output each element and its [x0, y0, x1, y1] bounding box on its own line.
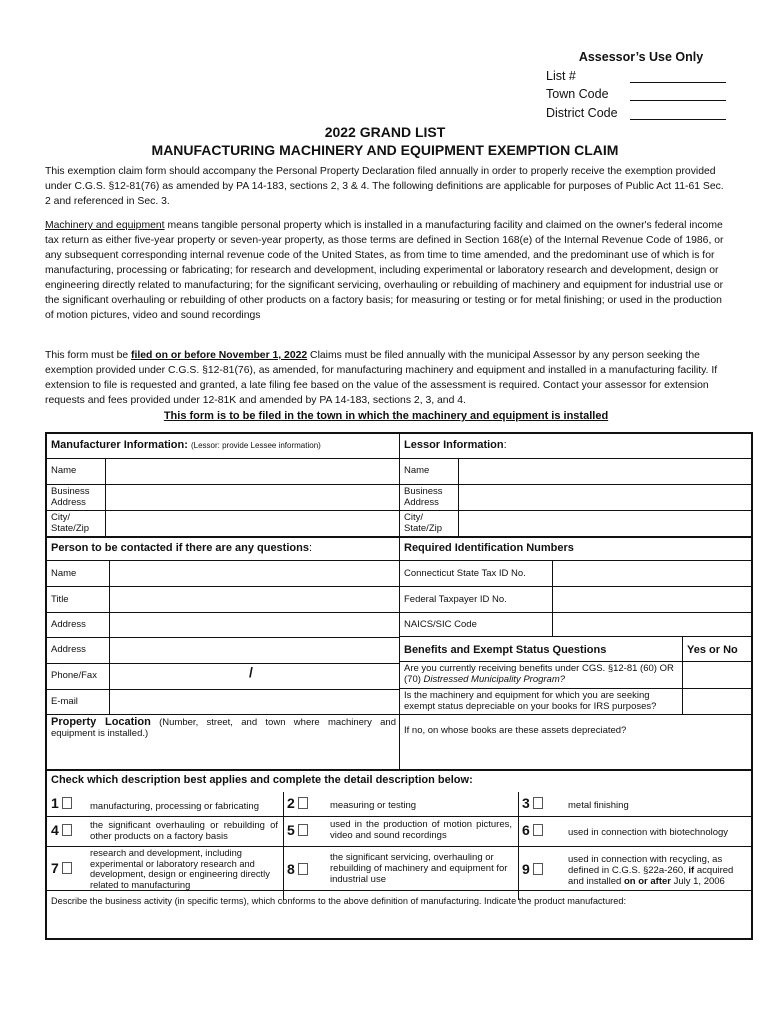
manufacturer-city-input[interactable] [107, 511, 397, 535]
ct-tax-id-label: Connecticut State Tax ID No. [404, 568, 526, 579]
benefits-question-2: Is the machinery and equipment for which you are seeking exempt status depreciable on your books for IRS purposes? [404, 690, 657, 712]
checkbox-icon [533, 863, 543, 875]
property-location-input[interactable] [51, 739, 396, 767]
contact-address-input[interactable] [111, 613, 397, 637]
contact-phone-input[interactable] [111, 664, 397, 688]
option-6-label: used in connection with biotechnology [568, 827, 729, 838]
contact-header: Person to be contacted if there are any questions: [51, 542, 313, 554]
checkbox-icon [62, 797, 72, 809]
lessor-header: Lessor Information: [404, 439, 507, 451]
contact-address2-label: Address [51, 644, 86, 655]
checkbox-icon [533, 797, 543, 809]
contact-email-input[interactable] [111, 690, 397, 714]
option-1-label: manufacturing, processing or fabricating [90, 801, 259, 812]
option-2-label: measuring or testing [330, 800, 417, 811]
naics-sic-input[interactable] [554, 613, 748, 635]
lessor-name-input[interactable] [460, 459, 748, 483]
option-9-label: used in connection with recycling, as defined in C.G.S. §22a-260, if acquired and installed on or after July 1, 2006 [568, 854, 734, 887]
naics-sic-label: NAICS/SIC Code [404, 619, 477, 630]
contact-name-input[interactable] [111, 561, 397, 585]
option-4-label: the significant overhauling or rebuilding of other products on a factory basis [90, 820, 278, 842]
assessor-title: Assessor’s Use Only [578, 50, 704, 64]
contact-email-label: E-mail [51, 696, 78, 707]
manufacturer-name-input[interactable] [107, 459, 397, 483]
town-code-field[interactable]: Town Code [546, 83, 726, 102]
option-9-checkbox[interactable]: 9 [522, 863, 543, 877]
benefits-header: Benefits and Exempt Status Questions [404, 644, 607, 656]
contact-title-label: Title [51, 594, 69, 605]
contact-address-label: Address [51, 619, 86, 630]
intro-paragraph: This exemption claim form should accompany the Personal Property Declaration filed annually in order to properly receive the exemption provided under C.G.S. §12-81(76) as amended by PA 14-183, sections 2, 3 & 4. The following definitions are applicable for purposes of Public Act 11-61 Sec. 2 and referenced in Sec. 3. [45, 166, 724, 207]
manufacturer-header: Manufacturer Information: (Lessor: provide Lessee information) [51, 439, 321, 451]
checkbox-icon [533, 824, 543, 836]
option-6-checkbox[interactable]: 6 [522, 824, 543, 838]
business-activity-description-label: Describe the business activity (in specific terms), which conforms to the above definition of manufacturing. Indicate the product manufactured: [51, 896, 627, 906]
lessor-name-label: Name [404, 465, 430, 476]
benefits-q3-answer[interactable] [404, 739, 748, 767]
lessor-city-label: City/ State/Zip [404, 512, 443, 534]
benefits-q2-answer[interactable] [684, 689, 748, 713]
benefits-question-3: If no, on whose books are these assets depreciated? [404, 725, 627, 736]
checkbox-icon [298, 863, 308, 875]
federal-taxpayer-id-label: Federal Taxpayer ID No. [404, 594, 507, 605]
option-1-checkbox[interactable]: 1 [51, 797, 72, 811]
form-title: 2022 GRAND LIST MANUFACTURING MACHINERY AND EQUIPMENT EXEMPTION CLAIM [151, 124, 619, 158]
option-7-label: research and development, including experimental or laboratory research and development, design or engineering directly related to manufacturing [90, 848, 270, 890]
lessor-address-input[interactable] [460, 485, 748, 509]
option-3-label: metal finishing [568, 800, 629, 811]
filing-notice: This form is to be filed in the town in which the machinery and equipment is installed [163, 410, 609, 422]
option-5-label: used in the production of motion pictures, video and sound recordings [330, 819, 512, 841]
option-5-checkbox[interactable]: 5 [287, 824, 308, 838]
contact-title-input[interactable] [111, 587, 397, 611]
claim-form-table [45, 432, 753, 940]
manufacturer-address-input[interactable] [107, 485, 397, 509]
checkbox-icon [298, 797, 308, 809]
option-4-checkbox[interactable]: 4 [51, 824, 72, 838]
property-location: Property Location (Number, street, and town where machinery and equipment is installed.) [51, 716, 397, 739]
checkbox-icon [298, 824, 308, 836]
checkbox-icon [62, 862, 72, 874]
manufacturer-city-label: City/ State/Zip [51, 512, 90, 534]
checkbox-icon [62, 824, 72, 836]
benefits-q1-answer[interactable] [684, 662, 748, 686]
benefits-question-1: Are you currently receiving benefits under CGS. §12-81 (60) OR (70) Distressed Municipality Program? [404, 663, 674, 685]
phone-fax-separator: / [249, 664, 253, 680]
manufacturer-name-label: Name [51, 465, 77, 476]
option-2-checkbox[interactable]: 2 [287, 797, 308, 811]
definition-paragraph: Machinery and equipment means tangible personal property which is installed in a manufacturing facility and claimed on the owner's federal income tax return as either five-year property or seven-year property, as those terms are defined in Section 168(e) of the Internal Revenue Code of 1986, or any subsequent corresponding internal revenue code of the United States, as from time to time amended, and the predominant use of which is for manufacturing, processing or fabricating; for research and development, including experimental or laboratory research and development, design or engineering directly related to manufacturing; for the significant servicing, overhauling or rebuilding of machinery and equipment for industrial use or the significant overhauling or rebuilding of other products on a factory basis; for measuring or testing or for metal finishing; or used in the production of motion pictures, video and sound recordings [45, 220, 724, 321]
option-8-label: the significant servicing, overhauling or rebuilding of machinery and equipment for industrial use [330, 852, 508, 885]
lessor-city-input[interactable] [460, 511, 748, 535]
check-description-header: Check which description best applies and complete the detail description below: [51, 774, 473, 786]
lessor-address-label: Business Address [404, 486, 443, 508]
list-number-field[interactable]: List # [546, 64, 726, 83]
manufacturer-address-label: Business Address [51, 486, 90, 508]
contact-address2-input[interactable] [111, 638, 397, 662]
ids-header: Required Identification Numbers [404, 542, 574, 554]
filing-paragraph: This form must be filed on or before November 1, 2022 Claims must be filed annually with the municipal Assessor by any person seeking the exemption provided under C.G.S. §12-81(76), as amended, for manufacturing machinery and equipment and installed in a manufacturing facility. If extension to file is requested and granted, a late filing fee based on the value of the assessment is required. Contact your assessor for extension requests and fees provided under 12-81K and amended by PA 14-183, sections 2, 3, and 4. [45, 350, 718, 406]
option-3-checkbox[interactable]: 3 [522, 797, 543, 811]
option-8-checkbox[interactable]: 8 [287, 863, 308, 877]
ct-tax-id-input[interactable] [554, 561, 748, 585]
business-activity-description-input[interactable] [51, 910, 747, 936]
assessor-use-only [546, 50, 726, 120]
federal-taxpayer-id-input[interactable] [554, 587, 748, 611]
contact-name-label: Name [51, 568, 77, 579]
yes-no-header: Yes or No [687, 644, 738, 656]
contact-phone-label: Phone/Fax [51, 670, 97, 681]
option-7-checkbox[interactable]: 7 [51, 862, 72, 876]
district-code-field[interactable]: District Code [546, 101, 726, 120]
